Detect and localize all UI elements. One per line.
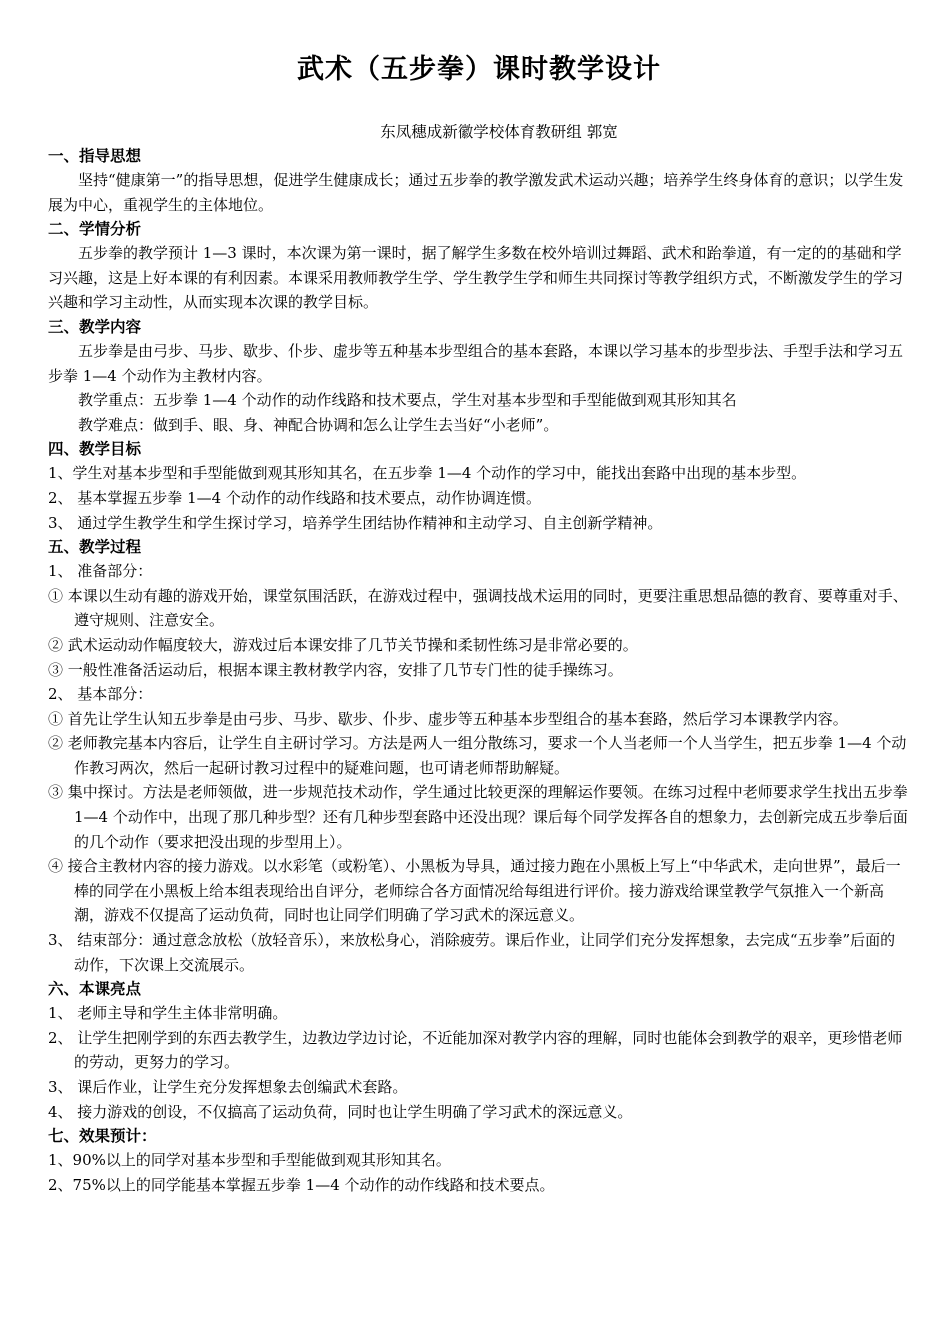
list-item: 2、75%以上的同学能基本掌握五步拳 1—4 个动作的动作线路和技术要点。 xyxy=(48,1175,555,1194)
list-item: ③ 一般性准备活运动后，根据本课主教材教学内容，安排了几节专门性的徒手操练习。 xyxy=(48,660,623,679)
list-item: ① 首先让学生认知五步拳是由弓步、马步、歇步、仆步、虚步等五种基本步型组合的基本套路，然后学习本课教学内容。 xyxy=(48,709,848,728)
list-item: 1、90%以上的同学对基本步型和手型能做到观其形知其名。 xyxy=(48,1151,451,1170)
list-item: ② 老师教完基本内容后，让学生自主研讨学习。方法是两人一组分散练习，要求一个人当老师一个人当学生，把五步拳 1—4 个动作教习两次，然后一起研讨教习过程中的疑难问题，也可请老师帮助解疑。 xyxy=(48,734,907,777)
list-item: ③ 集中探讨。方法是老师领做，进一步规范技术动作，学生通过比较更深的理解运作要领。在练习过程中老师要求学生找出五步拳 1—4 个动作中，出现了那几种步型？还有几种步型套路中还没出现？课后每个同学发挥各自的想象力，去创新完成五步拳后面的几个动作（要求把没出现的步型用上）。 xyxy=(48,783,908,851)
section-heading-teaching-content: 三、教学内容 xyxy=(48,317,142,336)
section-heading-highlights: 六、本课亮点 xyxy=(48,980,142,999)
teaching-key-point: 教学重点：五步拳 1—4 个动作的动作线路和技术要点，学生对基本步型和手型能做到观其形知其名 xyxy=(78,391,737,410)
section-heading-expected-effect: 七、效果预计： xyxy=(48,1127,157,1146)
section-heading-teaching-process: 五、教学过程 xyxy=(48,538,142,557)
list-item: 3、 通过学生教学生和学生探讨学习，培养学生团结协作精神和主动学习、自主创新学精神。 xyxy=(48,513,663,532)
subsection-basic: 2、 基本部分： xyxy=(48,685,153,704)
list-item: 1、学生对基本步型和手型能做到观其形知其名，在五步拳 1—4 个动作的学习中，能找出套路中出现的基本步型。 xyxy=(48,464,807,483)
list-item: 2、 让学生把刚学到的东西去教学生，边教边学边讨论，不近能加深对教学内容的理解，同时也能体会到教学的艰辛，更珍惜老师的劳动，更努力的学习。 xyxy=(48,1028,903,1072)
paragraph: 五步拳的教学预计 1—3 课时，本次课为第一课时，据了解学生多数在校外培训过舞蹈、武术和跆拳道，有一定的的基础和学习兴趣，这是上好本课的有利因素。本课采用教师教学生学、学生教学生学和师生共同探讨等教学组织方式，不断激发学生的学习兴趣和学习主动性，从而实现本次课的教学目标。 xyxy=(48,244,904,312)
section-heading-learner-analysis: 二、学情分析 xyxy=(48,220,142,239)
teaching-difficulty: 教学难点：做到手、眼、身、神配合协调和怎么让学生去当好“小老师”。 xyxy=(78,415,559,434)
document-title: 武术（五步拳）课时教学设计 xyxy=(297,54,661,85)
section-heading-teaching-goals: 四、教学目标 xyxy=(48,440,142,459)
section-heading-guiding-ideology: 一、指导思想 xyxy=(48,147,142,165)
list-item: 4、 接力游戏的创设，不仅搞高了运动负荷，同时也让学生明确了学习武术的深远意义。 xyxy=(48,1102,633,1121)
paragraph: 五步拳是由弓步、马步、歇步、仆步、虚步等五种基本步型组合的基本套路，本课以学习基本的步型步法、手型手法和学习五步拳 1—4 个动作为主教材内容。 xyxy=(48,341,904,385)
list-item: 2、 基本掌握五步拳 1—4 个动作的动作线路和技术要点，动作协调连惯。 xyxy=(48,488,541,507)
list-item: ④ 接合主教材内容的接力游戏。以水彩笔（或粉笔）、小黑板为导具，通过接力跑在小黑板上写上“中华武术，走向世界”，最后一棒的同学在小黑板上给本组表现给出自评分，老师综合各方面情况给每组进行评价。接力游戏给课堂教学气氛推入一个新高潮，游戏不仅提高了运动负荷，同时也让同学们明确了学习武术的深远意义。 xyxy=(48,857,901,925)
paragraph: 坚持“健康第一”的指导思想，促进学生健康成长；通过五步拳的教学激发武术运动兴趣；培养学生终身体育的意识；以学生发展为中心，重视学生的主体地位。 xyxy=(48,171,904,214)
list-item: 1、 老师主导和学生主体非常明确。 xyxy=(48,1004,288,1023)
list-item: ② 武术运动动作幅度较大，游戏过后本课安排了几节关节操和柔韧性练习是非常必要的。 xyxy=(48,635,638,654)
list-item: 3、 课后作业，让学生充分发挥想象去创编武术套路。 xyxy=(48,1078,408,1096)
list-item: ① 本课以生动有趣的游戏开始，课堂氛围活跃，在游戏过程中，强调技战术运用的同时，更要注重思想品德的教育、要尊重对手、遵守规则、注意安全。 xyxy=(48,586,908,630)
document-author: 东凤穗成新徽学校体育教研组 郭宽 xyxy=(380,123,618,141)
subsection-ending: 3、 结束部分：通过意念放松（放轻音乐），来放松身心，消除疲劳。课后作业，让同学们充分发挥想象，去完成“五步拳”后面的动作，下次课上交流展示。 xyxy=(48,931,896,974)
subsection-preparation: 1、 准备部分： xyxy=(48,562,153,581)
